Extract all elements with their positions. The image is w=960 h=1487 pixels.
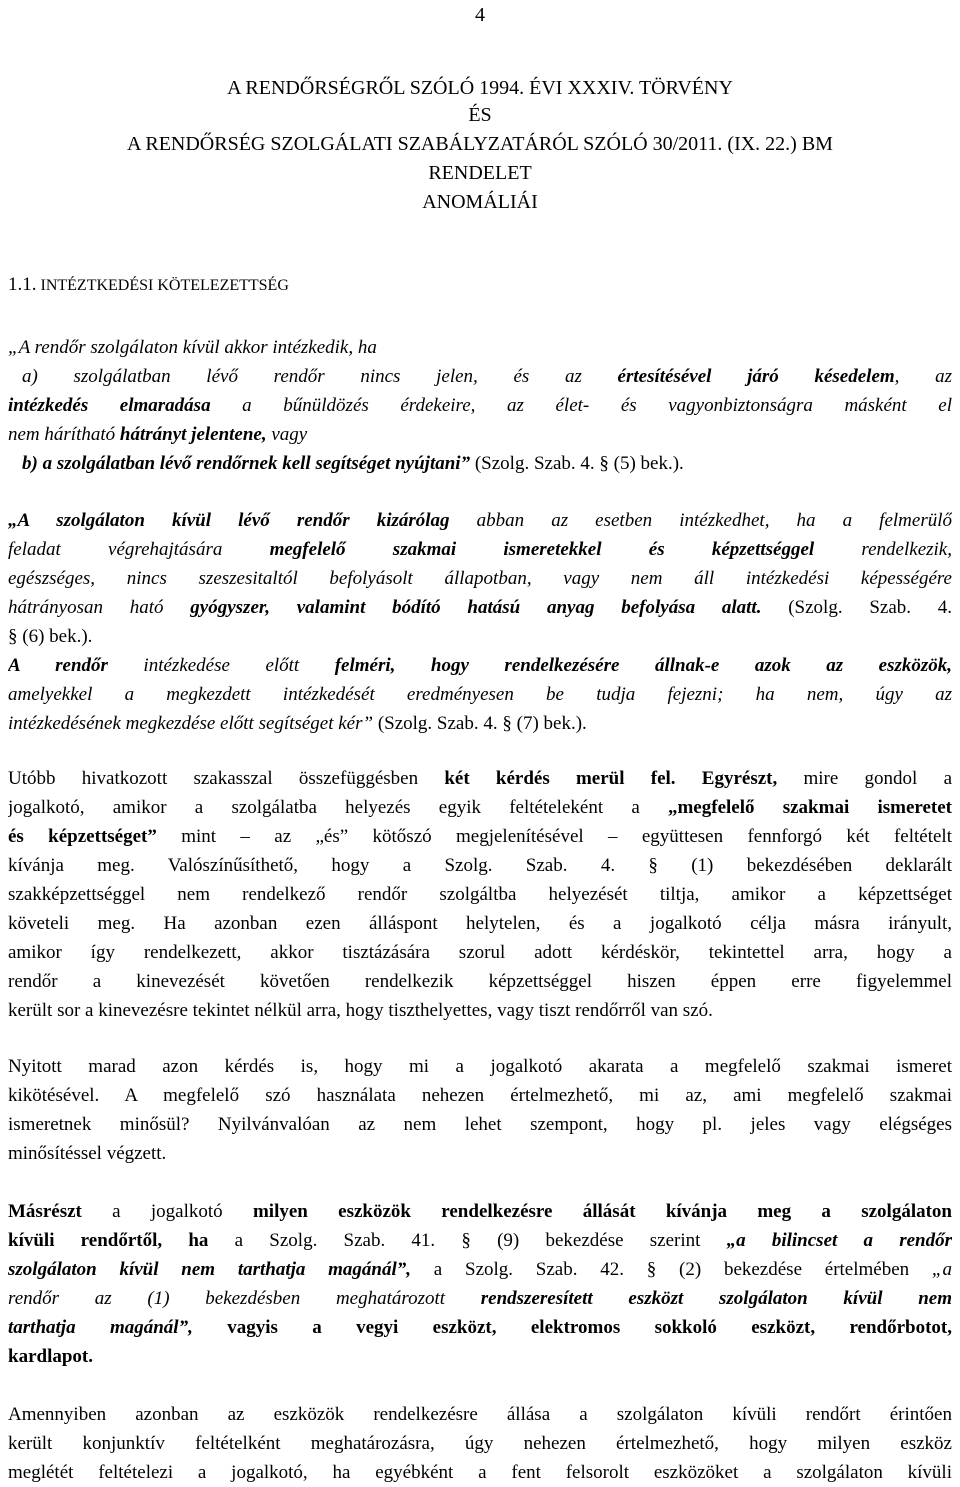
paragraph-2-line-3: ismeretnek minősül? Nyilvánvalóan az nem lehet szempont, hogy pl. jeles vagy elégséges xyxy=(8,1114,952,1135)
paragraph-3-line-6: kardlapot. xyxy=(8,1346,93,1367)
quote-block-2 xyxy=(8,506,952,738)
quote-2-line-1: „A szolgálaton kívül lévő rendőr kizárólag abban az esetben intézkedhet, ha a felmerülő xyxy=(8,510,952,531)
page-number: 4 xyxy=(475,4,485,26)
paragraph-2 xyxy=(8,1052,952,1168)
paragraph-4-line-2: került konjunktív feltételként meghatározásra, úgy nehezen értelmezhető, hogy milyen eszköz xyxy=(8,1433,952,1454)
paragraph-2-line-1: Nyitott marad azon kérdés is, hogy mi a jogalkotó akarata a megfelelő szakmai ismeret xyxy=(8,1056,952,1077)
document-title-line-2: ÉS xyxy=(468,104,492,126)
document-title-line-5: ANOMÁLIÁI xyxy=(422,191,538,213)
document-title-line-4: RENDELET xyxy=(428,162,532,184)
paragraph-1-line-6: követeli meg. Ha azonban ezen álláspont helytelen, és a jogalkotó célja másra irányult, xyxy=(8,913,952,934)
quote-2-line-7: amelyekkel a megkezdett intézkedését eredményesen be tudja fejezni; ha nem, úgy az xyxy=(8,684,952,705)
paragraph-1-line-3: és képzettséget” mint – az „és” kötőszó megjelenítésével – együttesen fennforgó két feltételt xyxy=(8,826,952,847)
document-title-line-3: A RENDŐRSÉG SZOLGÁLATI SZABÁLYZATÁRÓL SZÓLÓ 30/2011. (IX. 22.) BM xyxy=(127,133,833,155)
paragraph-3-line-4: rendőr az (1) bekezdésben meghatározott rendszeresített eszközt szolgálaton kívül nem xyxy=(8,1288,952,1309)
quote-2-line-4: hátrányosan ható gyógyszer, valamint bódító hatású anyag befolyása alatt. (Szolg. Szab. 4. xyxy=(8,597,952,618)
quote-2-line-3: egészséges, nincs szeszesitaltól befolyásolt állapotban, vagy nem áll intézkedési képességére xyxy=(8,568,952,589)
paragraph-1-line-1: Utóbb hivatkozott szakasszal összefüggésben két kérdés merül fel. Egyrészt, mire gondol a xyxy=(8,768,952,789)
paragraph-4-line-1: Amennyiben azonban az eszközök rendelkezésre állása a szolgálaton kívüli rendőrt érintően xyxy=(8,1404,952,1425)
paragraph-3-line-3: szolgálaton kívül nem tarthatja magánál”, a Szolg. Szab. 42. § (2) bekezdése értelmében „a xyxy=(8,1259,952,1280)
paragraph-3-line-2: kívüli rendőrtől, ha a Szolg. Szab. 41. § (9) bekezdése szerint „a bilincset a rendőr xyxy=(8,1230,952,1251)
paragraph-1-line-7: amikor így rendelkezett, akkor tisztázására szorul adott kérdéskör, tekintettel arra, hogy a xyxy=(8,942,952,963)
quote-1-line-3: intézkedés elmaradása a bűnüldözés érdekeire, az élet- és vagyonbiztonságra másként el xyxy=(8,395,952,416)
quote-block-1 xyxy=(8,333,952,478)
quote-1-line-5: b) a szolgálatban lévő rendőrnek kell segítséget nyújtani” (Szolg. Szab. 4. § (5) bek.). xyxy=(22,453,684,474)
paragraph-3-line-1: Másrészt a jogalkotó milyen eszközök rendelkezésre állását kívánja meg a szolgálaton xyxy=(8,1201,952,1222)
paragraph-4 xyxy=(8,1400,952,1487)
quote-1-line-4: nem hárítható hátrányt jelentene, vagy xyxy=(8,424,308,445)
quote-2-line-2: feladat végrehajtására megfelelő szakmai ismeretekkel és képzettséggel rendelkezik, xyxy=(8,539,952,560)
quote-1-line-1: „A rendőr szolgálaton kívül akkor intézkedik, ha xyxy=(8,337,377,358)
paragraph-1-line-5: szakképzettséggel nem rendelkező rendőr szolgáltba helyezését tiltja, amikor a képzettséget xyxy=(8,884,952,905)
paragraph-1-line-2: jogalkotó, amikor a szolgálatba helyezés egyik feltételeként a „megfelelő szakmai ismeretet xyxy=(8,797,952,818)
paragraph-1-line-4: kívánja meg. Valószínűsíthető, hogy a Szolg. Szab. 4. § (1) bekezdésében deklarált xyxy=(8,855,952,876)
paragraph-1-line-8: rendőr a kinevezését követően rendelkezik képzettséggel hiszen éppen erre figyelemmel xyxy=(8,971,952,992)
paragraph-1-line-9: került sor a kinevezésre tekintet nélkül arra, hogy tiszthelyettes, vagy tiszt rendőrről van szó. xyxy=(8,1000,713,1021)
section-heading xyxy=(8,274,289,296)
paragraph-3-line-5: tarthatja magánál”, vagyis a vegyi eszközt, elektromos sokkoló eszközt, rendőrbotot, xyxy=(8,1317,952,1338)
quote-2-line-8: intézkedésének megkezdése előtt segítséget kér” (Szolg. Szab. 4. § (7) bek.). xyxy=(8,713,587,734)
section-number: 1.1. xyxy=(8,274,37,295)
paragraph-1 xyxy=(8,764,952,1025)
paragraph-2-line-2: kikötésével. A megfelelő szó használata nehezen értelmezhető, mi az, ami megfelelő szakmai xyxy=(8,1085,952,1106)
quote-2-line-5: § (6) bek.). xyxy=(8,626,93,647)
document-title-line-1: A RENDŐRSÉGRŐL SZÓLÓ 1994. ÉVI XXXIV. TÖRVÉNY xyxy=(227,77,733,99)
quote-2-line-6: A rendőr intézkedése előtt felméri, hogy rendelkezésére állnak-e azok az eszközök, xyxy=(8,655,952,676)
quote-1-line-2: a) szolgálatban lévő rendőr nincs jelen, és az értesítésével járó késedelem, az xyxy=(22,366,952,387)
paragraph-2-line-4: minősítéssel végzett. xyxy=(8,1143,167,1164)
paragraph-3 xyxy=(8,1197,952,1371)
paragraph-4-line-3: meglétét feltételezi a jogalkotó, ha egyébként a fent felsorolt eszközöket a szolgálaton kívüli xyxy=(8,1462,952,1483)
section-title: INTÉZTKEDÉSI KÖTELEZETTSÉG xyxy=(40,277,289,294)
